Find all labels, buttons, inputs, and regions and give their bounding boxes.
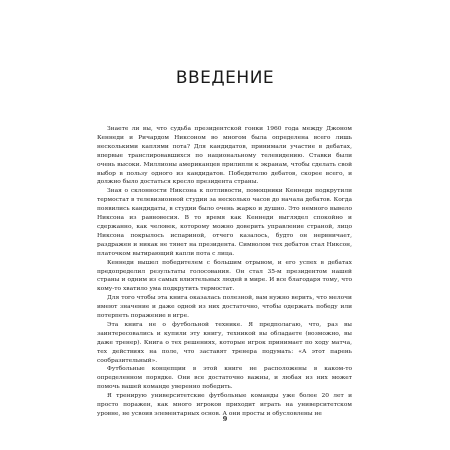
paragraph: Зная о склонности Никсона к потливости, помощники Кеннеди подкрутили термостат в телевизионной студии за несколько часов до начала дебатов. Когда появились кандидаты, в студии было очень жарко и душно. Это немного вывело Никсона из равновесия. В то время как Кеннеди выглядел спокойно и сдержанно, как человек, которому можно доверить управление страной, лицо Никсона покрылось испариной, отчего казалось, будто он нервничает, раздражен и никак не тянет на президента. Символом тех дебатов стал Никсон, платочком вытирающий капли пота с лица. (97, 188, 352, 257)
chapter-title: ВВЕДЕНИЕ (175, 68, 275, 88)
chapter-body (97, 125, 352, 419)
paragraph: Футбольные концепции в этой книге не расположены в каком-то определенном порядке. Они все достаточно важны, и любая из них может помочь вашей команде уверенно победить. (97, 366, 352, 391)
paragraph: Для того чтобы эта книга оказалась полезной, вам нужно верить, что мелочи имеют значение и даже одной из них достаточно, чтобы одержать победу или потерпеть поражение в игре. (97, 295, 352, 320)
paragraph: Я тренирую университетские футбольные команды уже более 20 лет и просто поражен, как много игроков приходит играть на университетском уровне, не усвоив элементарных основ. А они просты и обусловлены не (97, 393, 352, 417)
paragraph: Знаете ли вы, что судьба президентской гонки 1960 года между Джоном Кеннеди и Ричардом Никсоном во многом была определена всего лишь несколькими каплями пота? Для кандидатов, принимали участие в дебатах, впервые транслировавшихся по национальному телевидению. Ставки были очень высоки. Миллионы американцев прилипли к экранам, чтобы сделать свой выбор в пользу одного из кандидатов. Победителю дебатов, скорее всего, и должно было достаться кресло президента страны. (97, 126, 352, 186)
paragraph: Эта книга не о футбольной технике. Я предполагаю, что, раз вы заинтересовались и купили эту книгу, техникой вы обладаете (возможно, вы даже тренер). Книга о тех решениях, которые игрок принимает по ходу матча, тех действиях на поле, что заставят тренера подумать: «А этот парень сообразительный». (97, 321, 352, 364)
page-number: 9 (222, 415, 228, 423)
paragraph: Кеннеди вышел победителем с большим отрывом, и его успех в дебатах предопределил результаты голосования. Он стал 35-м президентом нашей страны и одним из самых влиятельных людей в мире. И все благодаря тому, что кому-то хватило ума подкрутить термостат. (97, 259, 352, 293)
